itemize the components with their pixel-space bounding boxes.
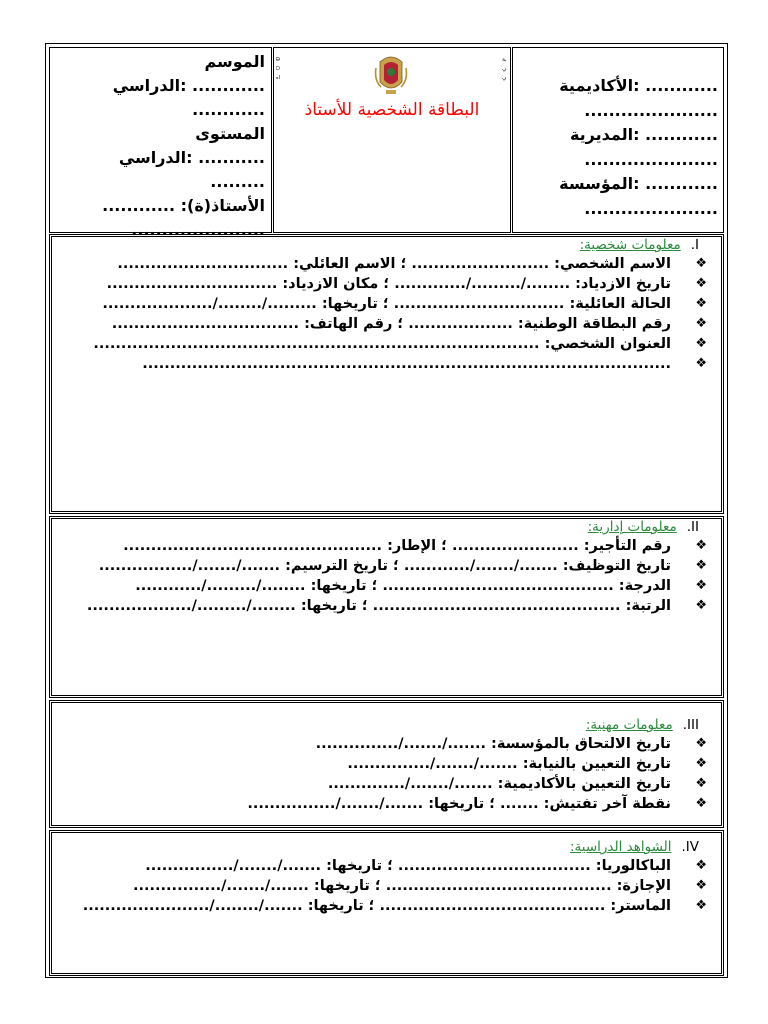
emblem-text-right-1: ة bbox=[502, 56, 506, 63]
header-right-box bbox=[512, 47, 724, 233]
season-value-cont: ............ bbox=[192, 100, 265, 119]
level-value-cont: ......... bbox=[210, 172, 265, 191]
list-item: ❖ رقم التأجير: ....................... ؛ الإطار: ............................................... bbox=[123, 538, 707, 554]
list-item: ❖ الحالة العائلية: ............................... ؛ تاريخها: ........./......../.................... bbox=[102, 296, 707, 312]
section-number: III. bbox=[682, 717, 699, 733]
diamond-bullet-icon: ❖ bbox=[695, 756, 707, 771]
field-list bbox=[52, 856, 721, 916]
section-heading bbox=[52, 717, 721, 734]
diamond-bullet-icon: ❖ bbox=[695, 538, 707, 553]
teacher-field-cont: ...................... bbox=[131, 220, 265, 239]
tifinagh-text-block bbox=[276, 57, 280, 81]
list-item: ❖ الرتبة: ............................................. ؛ تاريخها: ......../........./................... bbox=[86, 598, 707, 614]
diamond-bullet-icon: ❖ bbox=[695, 296, 707, 311]
list-item: ❖ الاسم الشخصي: ......................... ؛ الاسم العائلي: ............................... bbox=[117, 256, 707, 272]
list-item: ❖ نقطة آخر تفتيش: ....... ؛ تاريخها: ......./......./................ bbox=[247, 796, 707, 812]
list-item: ❖ تاريخ التوظيف: ......./......./............ ؛ تاريخ الترسيم: ......./......./................. bbox=[98, 558, 707, 574]
section-title: معلومات إدارية: bbox=[587, 519, 677, 535]
teacher-field: الأستاذ(ة): ............ bbox=[102, 196, 265, 215]
season-label: الموسم bbox=[204, 52, 265, 71]
field-list bbox=[52, 254, 721, 374]
card-title: البطاقة الشخصية للأستاذ bbox=[304, 100, 480, 120]
diamond-bullet-icon: ❖ bbox=[695, 276, 707, 291]
section-number: IV. bbox=[681, 839, 699, 855]
diamond-bullet-icon: ❖ bbox=[695, 898, 707, 913]
emblem-text-left-3: ⴰⵏ bbox=[276, 75, 280, 81]
section-heading bbox=[52, 839, 721, 856]
header-left-box bbox=[49, 47, 272, 239]
season-value: ............ :الدراسي bbox=[112, 76, 265, 95]
diamond-bullet-icon: ❖ bbox=[695, 878, 707, 893]
field-list bbox=[52, 536, 721, 616]
section-number: I. bbox=[690, 237, 699, 253]
section-title: معلومات مهنية: bbox=[585, 717, 673, 733]
list-item: ❖ العنوان الشخصي: ................................................................................. bbox=[93, 336, 707, 352]
level-value: ........... :الدراسي bbox=[118, 148, 265, 167]
emblem-text-right-3: ي bbox=[502, 74, 506, 81]
ministry-logo bbox=[278, 52, 506, 98]
list-item: ❖ ................................................................................................ bbox=[142, 356, 707, 372]
diamond-bullet-icon: ❖ bbox=[695, 336, 707, 351]
card-header bbox=[49, 47, 724, 239]
diamond-bullet-icon: ❖ bbox=[695, 356, 707, 371]
directorate-field: ............ :المديرية ...................... bbox=[569, 125, 718, 169]
list-item: ❖ الماستر: ......................................... ؛ تاريخها: ......./......../....................... bbox=[82, 898, 707, 914]
section-title: معلومات شخصية: bbox=[579, 237, 681, 253]
diamond-bullet-icon: ❖ bbox=[695, 598, 707, 613]
emblem-text-left-2: ⵔ bbox=[276, 66, 280, 72]
emblem-text-left-1: ⴱ bbox=[276, 57, 280, 63]
diamond-bullet-icon: ❖ bbox=[695, 736, 707, 751]
list-item: ❖ الإجازة: ......................................... ؛ تاريخها: ......./......./................ bbox=[133, 878, 707, 894]
diamond-bullet-icon: ❖ bbox=[695, 796, 707, 811]
section-administrative-info bbox=[49, 516, 724, 698]
section-professional-info bbox=[49, 700, 724, 828]
list-item: ❖ الدرجة: .......................................... ؛ تاريخها: ......../........./............ bbox=[135, 578, 707, 594]
section-heading bbox=[52, 519, 721, 536]
list-item: ❖ تاريخ الازدياد: ......../........./............. ؛ مكان الازدياد: ............................... bbox=[106, 276, 707, 292]
list-item: ❖ تاريخ التعيين بالنيابة: ......./......./............... bbox=[347, 756, 707, 772]
institution-field: ............ :المؤسسة ...................... bbox=[559, 174, 718, 218]
list-item: ❖ تاريخ التعيين بالأكاديمية: ......./......./.............. bbox=[327, 776, 707, 792]
list-item: ❖ رقم البطاقة الوطنية: ................... ؛ رقم الهاتف: .................................. bbox=[111, 316, 707, 332]
diamond-bullet-icon: ❖ bbox=[695, 558, 707, 573]
arabic-ministry-text-block bbox=[502, 56, 506, 81]
coat-of-arms-icon bbox=[376, 57, 407, 94]
section-academic-degrees bbox=[49, 830, 724, 976]
diamond-bullet-icon: ❖ bbox=[695, 776, 707, 791]
emblem-text-right-2: ي bbox=[502, 65, 506, 72]
header-left-fields bbox=[56, 50, 265, 242]
diamond-bullet-icon: ❖ bbox=[695, 256, 707, 271]
academy-field: ............ :الأكاديمية ...................... bbox=[559, 76, 718, 120]
diamond-bullet-icon: ❖ bbox=[695, 858, 707, 873]
header-center-box bbox=[273, 47, 511, 233]
level-label: المستوى bbox=[195, 124, 265, 143]
field-list bbox=[52, 734, 721, 814]
list-item: ❖ تاريخ الالتحاق بالمؤسسة: ......./......./............... bbox=[315, 736, 707, 752]
profile-card-page bbox=[45, 43, 728, 978]
section-number: II. bbox=[686, 519, 699, 535]
header-right-fields bbox=[517, 74, 718, 221]
section-heading bbox=[52, 237, 721, 254]
diamond-bullet-icon: ❖ bbox=[695, 316, 707, 331]
section-personal-info bbox=[49, 234, 724, 514]
section-title: الشواهد الدراسية: bbox=[569, 839, 672, 855]
list-item: ❖ الباكالوريا: ................................... ؛ تاريخها: ......./......./................ bbox=[145, 858, 707, 874]
diamond-bullet-icon: ❖ bbox=[695, 578, 707, 593]
